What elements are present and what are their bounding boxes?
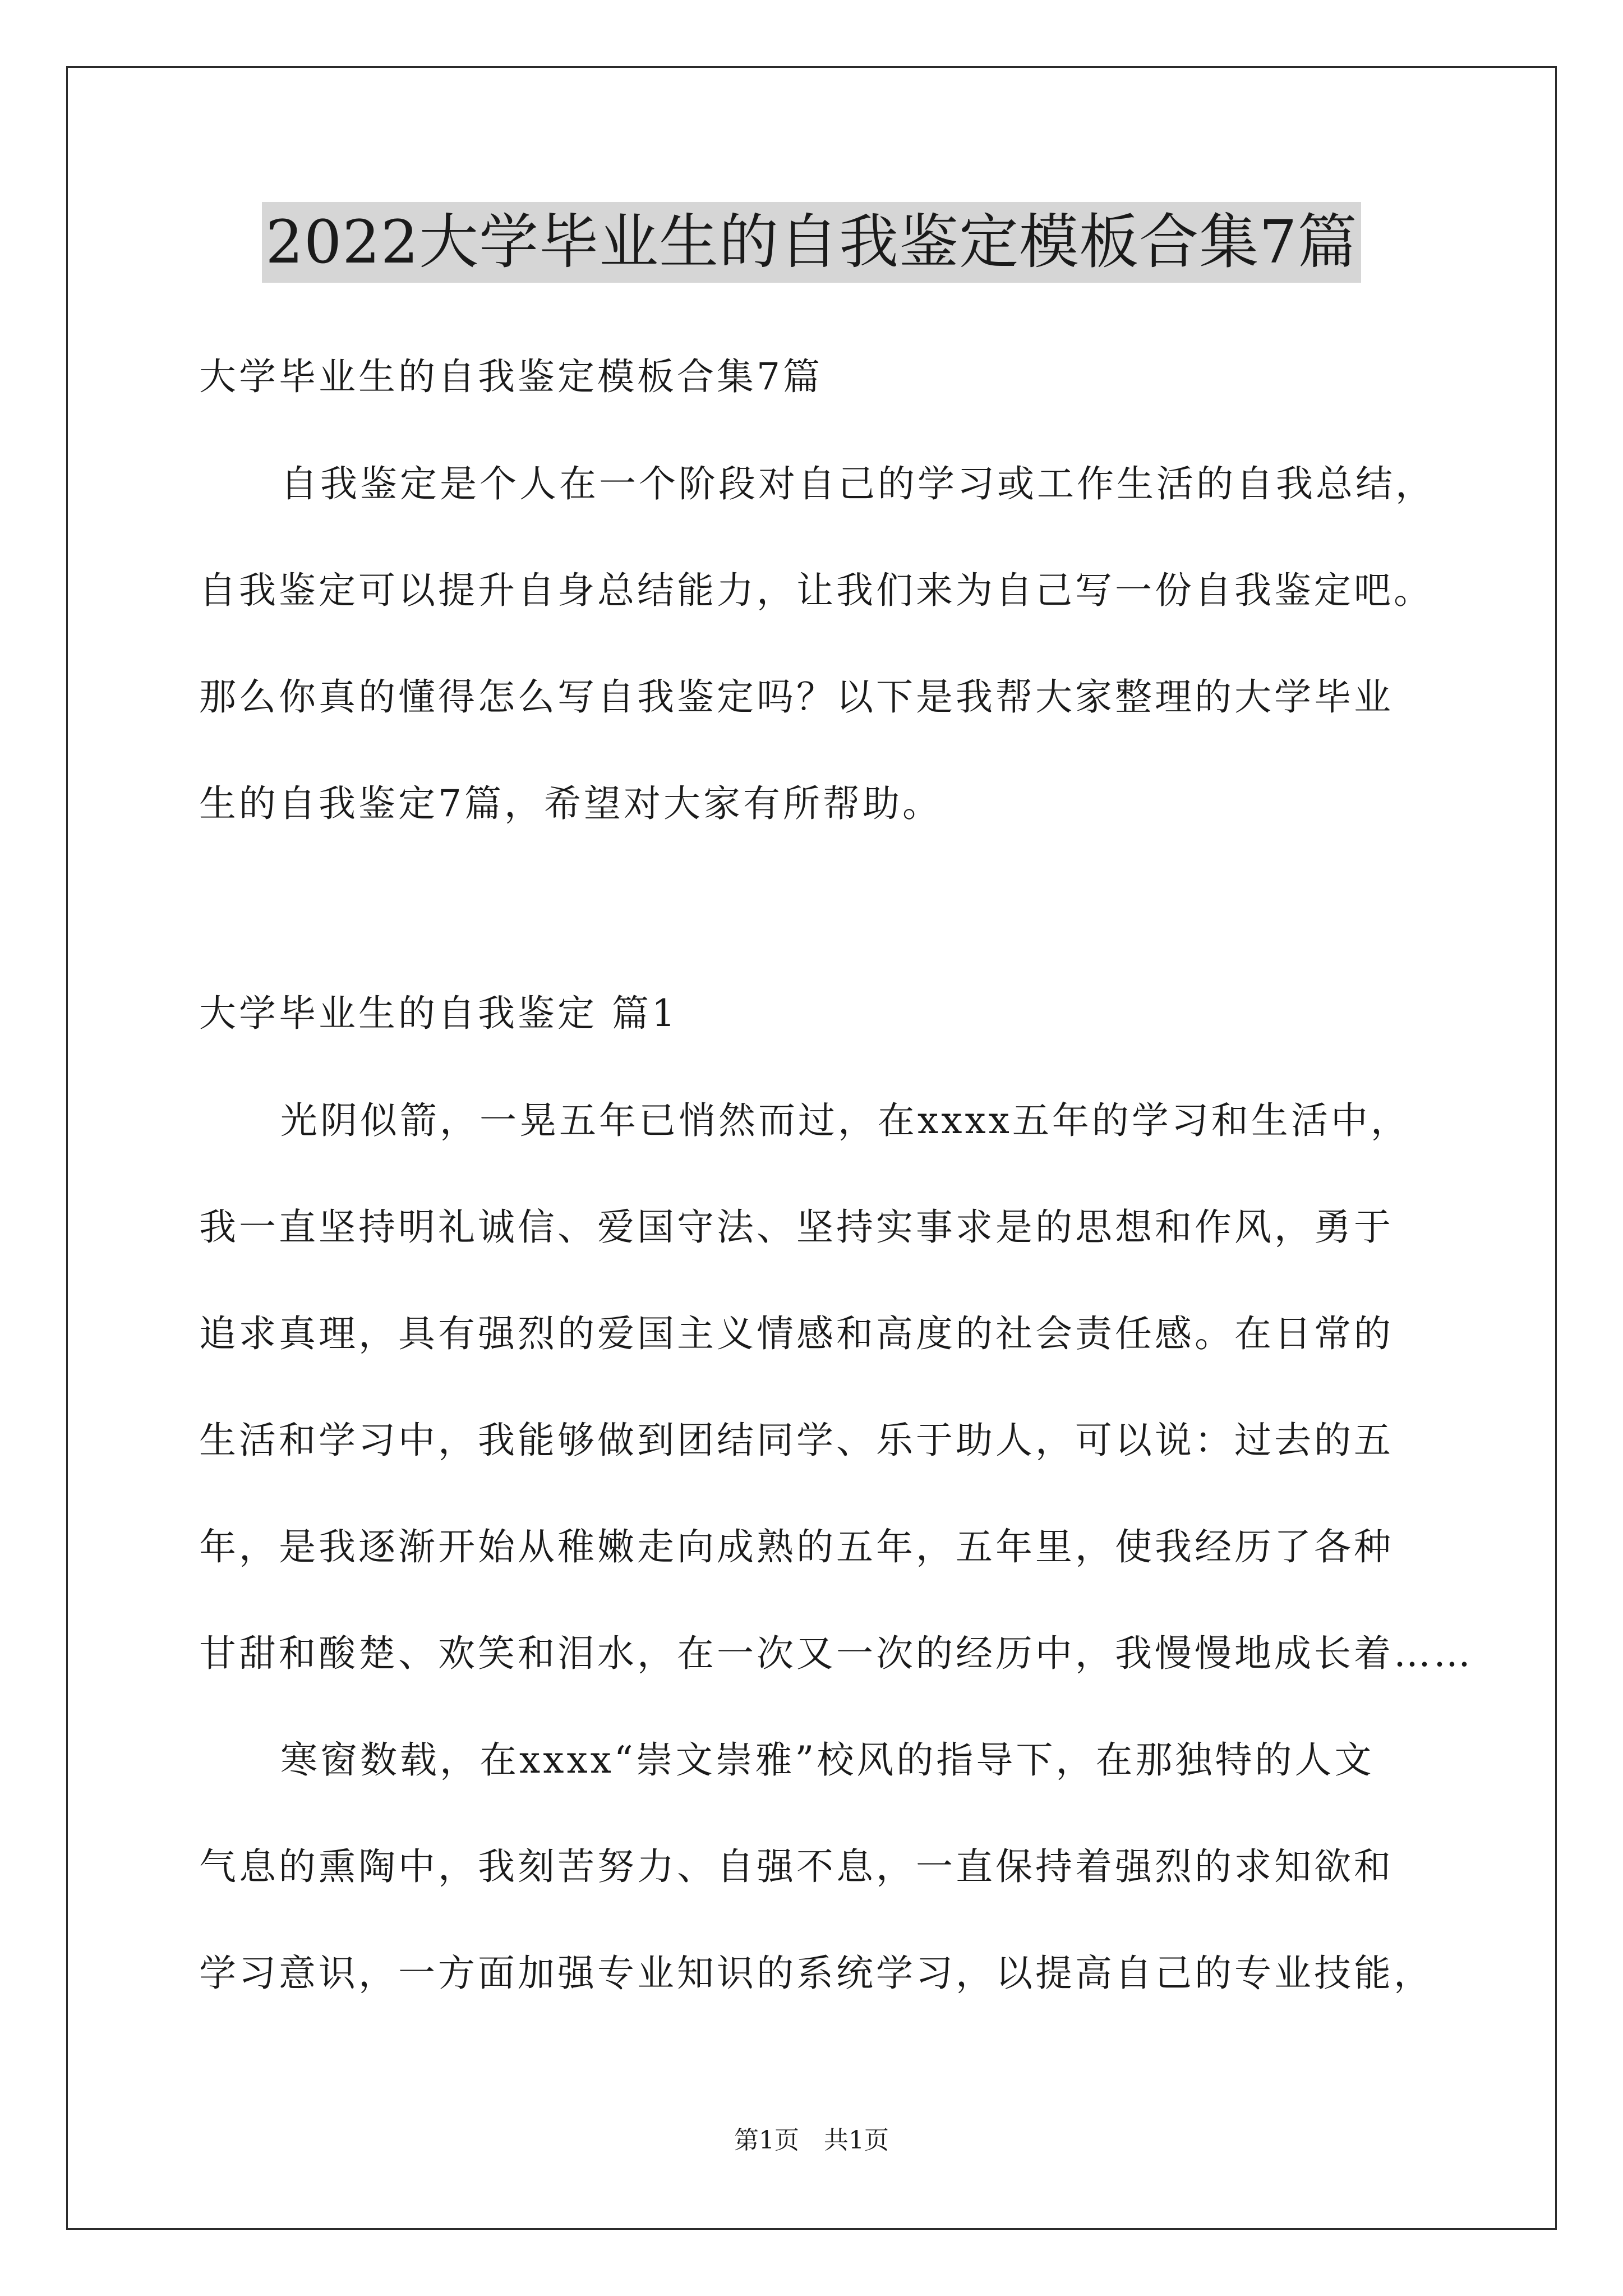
paragraph-line: 甘甜和酸楚、欢笑和泪水，在一次又一次的经历中，我慢慢地成长着…… [199, 1632, 1473, 1675]
document-title: 2022大学毕业生的自我鉴定模板合集7篇 [262, 202, 1361, 283]
page-footer [0, 2125, 1623, 2156]
paragraph-line: 寒窗数载，在xxxx“崇文崇雅”校风的指导下，在那独特的人文 [280, 1738, 1375, 1782]
document-subtitle: 大学毕业生的自我鉴定模板合集7篇 [199, 355, 823, 398]
paragraph-line: 年，是我逐渐开始从稚嫩走向成熟的五年，五年里，使我经历了各种 [199, 1525, 1394, 1568]
intro-line: 自我鉴定是个人在一个阶段对自己的学习或工作生活的自我总结， [280, 462, 1435, 505]
paragraph-line: 光阴似箭，一晃五年已悄然而过，在xxxx五年的学习和生活中， [280, 1099, 1410, 1142]
paragraph-line: 气息的熏陶中，我刻苦努力、自强不息，一直保持着强烈的求知欲和 [199, 1845, 1394, 1888]
paragraph-line: 学习意识，一方面加强专业知识的系统学习，以提高自己的专业技能， [199, 1952, 1433, 1995]
title-container [0, 202, 1623, 283]
paragraph-line: 追求真理，具有强烈的爱国主义情感和高度的社会责任感。在日常的 [199, 1312, 1394, 1355]
intro-line: 生的自我鉴定7篇，希望对大家有所帮助。 [199, 782, 942, 825]
section-heading: 大学毕业生的自我鉴定 篇1 [199, 992, 678, 1035]
intro-line: 自我鉴定可以提升自身总结能力，让我们来为自己写一份自我鉴定吧。 [199, 569, 1433, 612]
page-number: 第1页 [734, 2126, 799, 2155]
paragraph-line: 生活和学习中，我能够做到团结同学、乐于助人，可以说：过去的五 [199, 1419, 1394, 1462]
page-total: 共1页 [824, 2126, 889, 2155]
paragraph-line: 我一直坚持明礼诚信、爱国守法、坚持实事求是的思想和作风，勇于 [199, 1205, 1394, 1249]
intro-line: 那么你真的懂得怎么写自我鉴定吗？以下是我帮大家整理的大学毕业 [199, 675, 1394, 719]
